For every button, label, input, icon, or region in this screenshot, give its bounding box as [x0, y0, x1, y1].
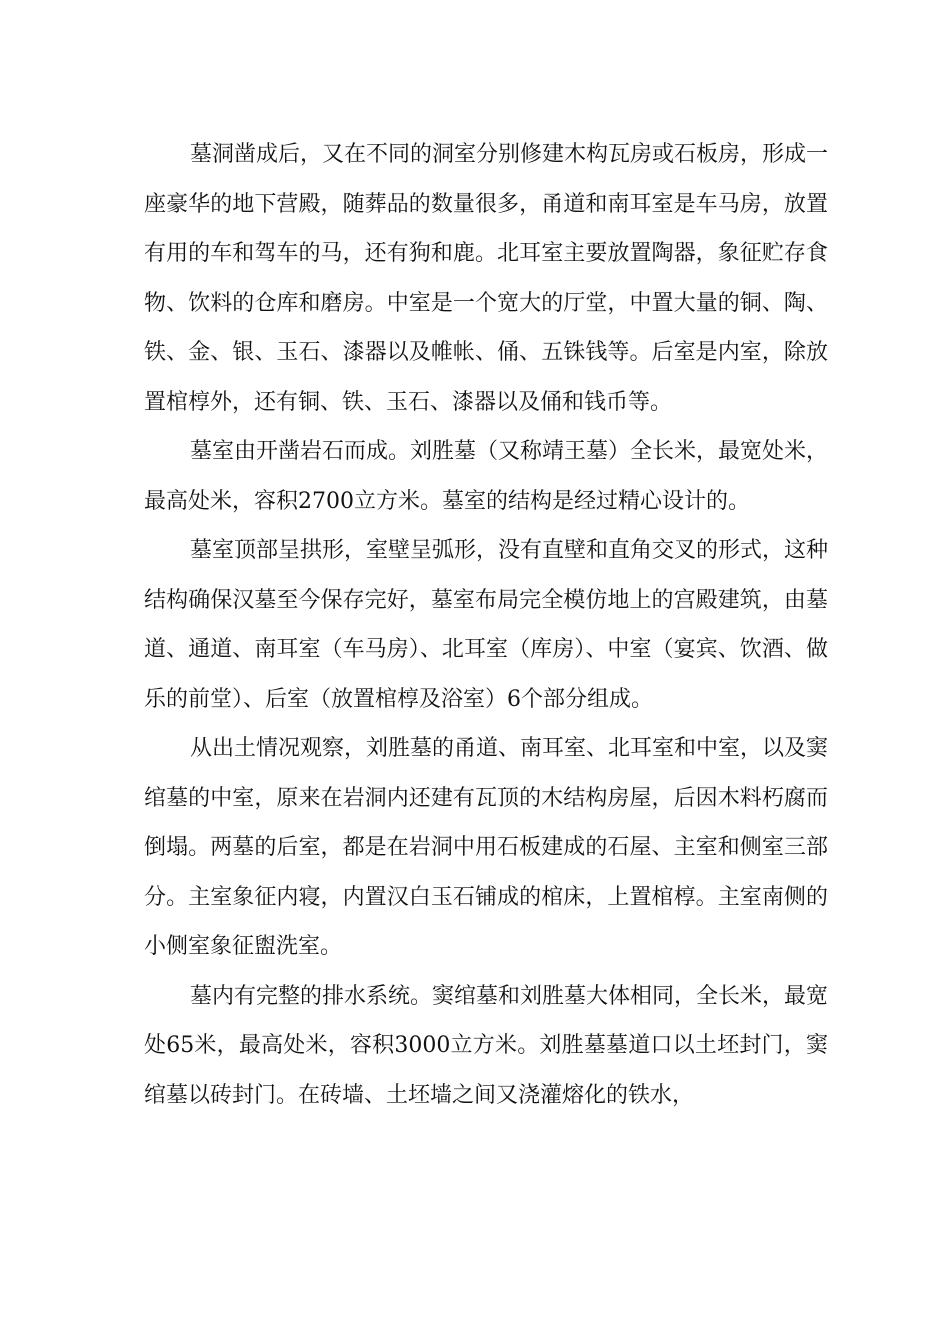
- paragraph-excavation-observations: 从出土情况观察，刘胜墓的甬道、南耳室、北耳室和中室，以及窦绾墓的中室，原来在岩洞内还建有瓦顶的木结构房屋，后因木料朽腐而倒塌。两墓的后室，都是在岩洞中用石板建成的石屋、主室和侧室三部分。主室象征内寝，内置汉白玉石铺成的棺床，上置棺椁。主室南侧的小侧室象征盥洗室。: [144, 736, 829, 959]
- paragraph-burial-chambers: 墓洞凿成后，又在不同的洞室分别修建木构瓦房或石板房，形成一座豪华的地下营殿，随葬品的数量很多，甬道和南耳室是车马房，放置有用的车和驾车的马，还有狗和鹿。北耳室主要放置陶器，象征贮存食物、饮料的仓库和磨房。中室是一个宽大的厅堂，中置大量的铜、陶、铁、金、银、玉石、漆器以及帷帐、俑、五铢钱等。后室是内室，除放置棺椁外，还有铜、铁、玉石、漆器以及俑和钱币等。: [144, 142, 829, 415]
- body-text: [144, 130, 828, 1120]
- paragraph-chamber-structure: 墓室顶部呈拱形，室壁呈弧形，没有直壁和直角交叉的形式，这种结构确保汉墓至今保存完好，墓室布局完全模仿地上的宫殿建筑，由墓道、通道、南耳室（车马房）、北耳室（库房）、中室（宴宾、饮酒、做乐的前堂）、后室（放置棺椁及浴室）6个部分组成。: [144, 538, 829, 712]
- paragraph-drainage-system: 墓内有完整的排水系统。窦绾墓和刘胜墓大体相同，全长米，最宽处65米，最高处米，容积3000立方米。刘胜墓墓道口以土坯封门，窦绾墓以砖封门。在砖墙、土坯墙之间又浇灌熔化的铁水，: [144, 983, 829, 1108]
- paragraph-tomb-dimensions: 墓室由开凿岩石而成。刘胜墓（又称靖王墓）全长米，最宽处米，最高处米，容积2700立方米。墓室的结构是经过精心设计的。: [144, 439, 829, 514]
